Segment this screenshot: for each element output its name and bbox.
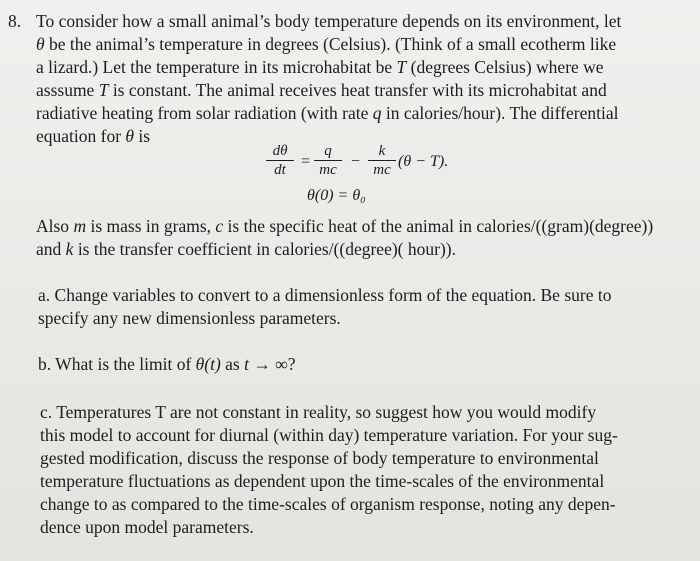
problem-number: 8. [8,11,22,31]
intro-line-1: To consider how a small animal’s body temperature depends on its environment, let [36,11,622,31]
intro-line-6: equation for θ is [36,126,151,146]
part-c-line-6: dence upon model parameters. [40,517,254,537]
part-b: b. What is the limit of θ(t) as t → ∞? [38,354,296,374]
frac-q-mc: q mc [314,143,342,178]
intro-line-5: radiative heating from solar radiation (with rate q in calories/hour). The differential [36,103,619,123]
part-c-line-4: temperature fluctuations as dependent upon the time-scales of the environmental [40,471,605,491]
eq-minus: − [350,153,361,170]
also-line-2: and k is the transfer coefficient in calories/((degree)( hour)). [36,239,456,259]
eq-paren: (θ − T). [398,153,449,170]
part-a-line-1: a. Change variables to convert to a dimensionless form of the equation. Be sure to [38,285,612,305]
intro-line-2: θ be the animal’s temperature in degrees (Celsius). (Think of a small ecotherm like [36,34,617,54]
part-c-line-1: c. Temperatures T are not constant in reality, so suggest how you would modify [40,402,597,422]
eq-equals: = [300,153,311,170]
part-c-line-5: change to as compared to the time-scales of organism response, noting any depen- [40,494,616,514]
eq-initial-condition: θ(0) = θ₀ [307,187,366,204]
intro-line-3: a lizard.) Let the temperature in its microhabitat be T (degrees Celsius) where we [36,57,604,77]
part-a-line-2: specify any new dimensionless parameters. [38,308,341,328]
also-line-1: Also m is mass in grams, c is the specific heat of the animal in calories/((gram)(degree)) [36,216,654,236]
intro-line-4: asssume T is constant. The animal receives heat transfer with its microhabitat and [36,80,607,100]
part-c-line-3: gested modification, discuss the response of body temperature to environmental [40,448,599,468]
part-c-line-2: this model to account for diurnal (within day) temperature variation. For your sug- [40,425,618,445]
frac-k-mc: k mc [368,143,396,178]
frac-dtheta-dt: dθ dt [266,143,294,178]
